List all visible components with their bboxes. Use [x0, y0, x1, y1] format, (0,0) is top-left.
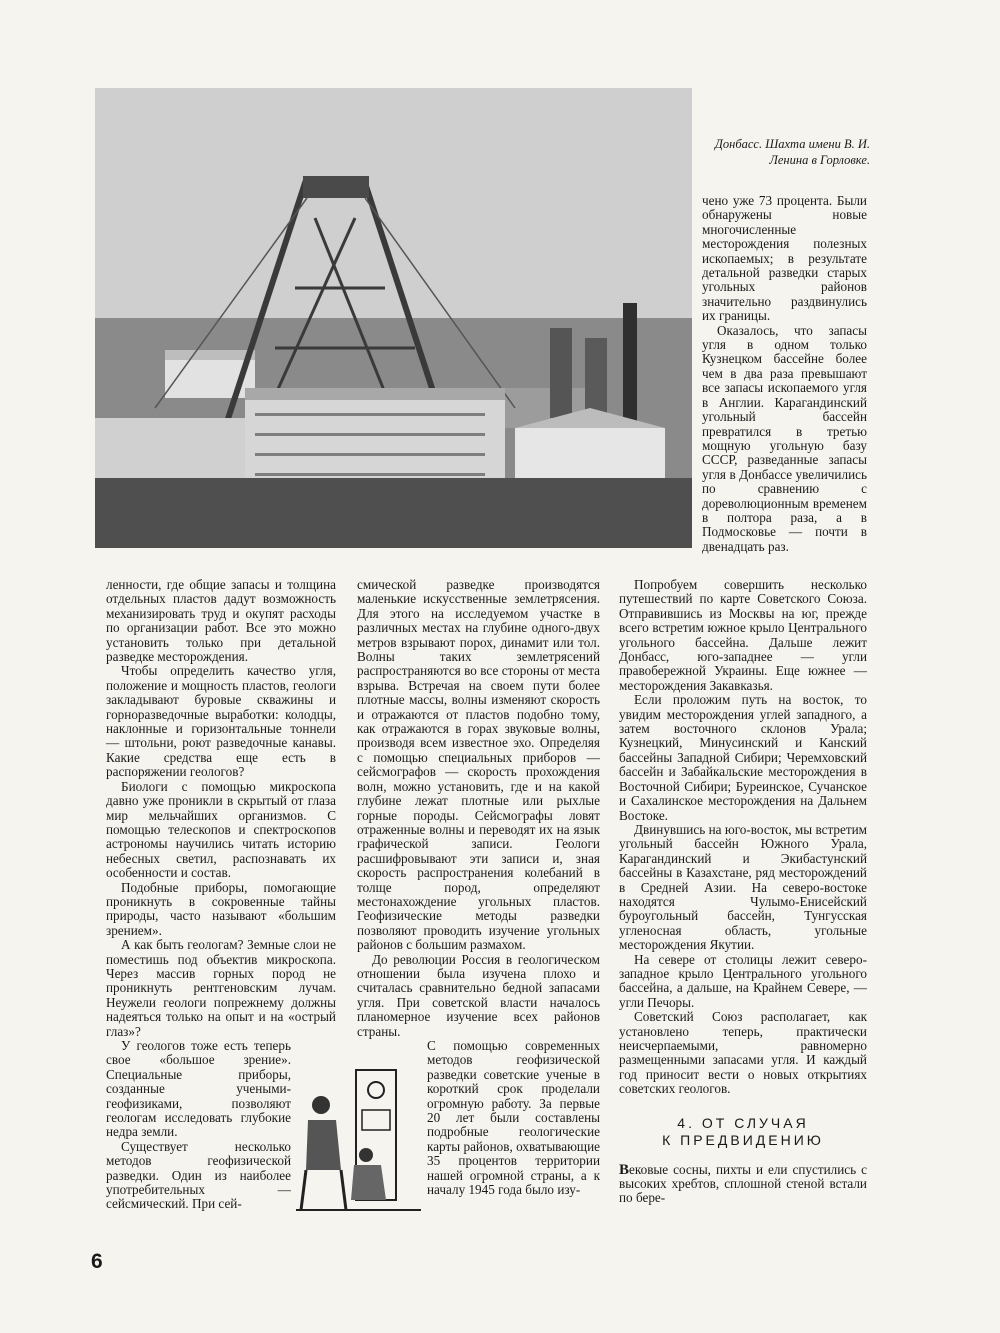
paragraph: Советский Союз располагает, как установлено теперь, практически неисчерпаемыми, равномерно размещенными запасами угля. И каждый год приносит вести о новых открытиях советских геологов. [619, 1009, 867, 1097]
paragraph: На севере от столицы лежит северо-западное крыло Центрального угольного бассейна, а дальше, на Крайнем Севере, — угли Печоры. [619, 951, 867, 1010]
photo-caption: Донбасс. Шахта имени В. И. Ленина в Горловке. [714, 137, 870, 167]
paragraph: чено уже 73 процента. Были обнаружены новые многочисленные месторождения полезных ископаемых; в результате детальной разведки старых угольных районов значительно раздвинулись их границы. [702, 193, 867, 324]
mine-photo [95, 88, 692, 548]
paragraph: Чтобы определить качество угля, положение и мощность пластов, геологи закладывают буровые скважины и горноразведочные выработки: колодцы, наклонные и горизонтальные тоннели — штольни, роют разведочные канавы. Какие средства еще есть в распоряжении геологов? [106, 663, 336, 780]
paragraph-text: ековые сосны, пихты и ели спустились с высоких хребтов, сплошной стеной встали по бере- [619, 1161, 867, 1206]
right-column-top [702, 194, 867, 554]
paragraph: У геологов тоже есть теперь свое «большое зрение». Специальные приборы, созданные учеными-геофизиками, позволяют геологам исследовать глубокие недра земли. [106, 1038, 291, 1140]
section-heading [619, 1115, 867, 1149]
page-number: 6 [91, 1250, 103, 1273]
geologists-at-instrument-icon [296, 1060, 421, 1215]
paragraph [619, 1163, 867, 1206]
section-title-line-1: 4. ОТ СЛУЧАЯ [677, 1114, 809, 1131]
paragraph: Биологи с помощью микроскопа давно уже проникли в скрытый от глаза мир мельчайших организмов. С помощью телескопов и спектроскопов астрономы научились читать историю небесных светил, распознавать их особенности и состав. [106, 778, 336, 881]
dropcap: В [619, 1161, 630, 1178]
mine-headframe-illustration [95, 88, 692, 548]
column-3 [619, 578, 867, 1206]
paragraph: Если проложим путь на восток, то увидим месторождения углей западного, а затем восточного склонов Урала; Кузнецкий, Минусинский и Канский бассейны Западной Сибири; Черемховский бассейн и Забайкальские месторождения в Восточной Сибири; Буреинское, Сучанское и Сахалинское месторождения на Дальнем Востоке. [619, 692, 867, 823]
paragraph: Существует несколько методов геофизической разведки. Один из наиболее употребительных — сейсмический. При сей- [106, 1138, 291, 1212]
paragraph: Оказалось, что запасы угля в одном только Кузнецком бассейне более чем в два раза превышают все запасы ископаемого угля в Англии. Карагандинский угольный бассейн превратился в третью мощную угольную базу СССР, разведанные запасы угля в Донбассе увеличились по сравнению с дореволюционным временем в полтора раза, а в Подмосковье — почти в двенадцать раз. [702, 322, 867, 554]
geologist-sketch [296, 1060, 421, 1215]
paragraph: Двинувшись на юго-восток, мы встретим угольный бассейн Южного Урала, Карагандинский и Экибастунский бассейны в Казахстане, ряд месторождений в Средней Азии. На северо-востоке находятся Чулымо-Енисейский буроугольный бассейн, Тунгусская угленосная область, угольные месторождения Якутии. [619, 821, 867, 953]
paragraph: Попробуем совершить несколько путешествий по карте Советского Союза. Отправившись из Москвы на юг, прежде всего встретим южное крыло Центрального угольного бассейна. Дальше лежит Донбасс, юго-западнее — угли правобережной Украины. Еще южнее — месторождения Закавказья. [619, 577, 867, 693]
paragraph: Подобные приборы, помогающие проникнуть в сокровенные тайны природы, часто называют «большим зрением». [106, 879, 336, 938]
section-title-line-2: К ПРЕДВИДЕНИЮ [662, 1131, 824, 1148]
paragraph: смической разведке производятся маленькие искусственные землетрясения. Для этого на исследуемом участке в различных местах на глубине одного-двух метров взрывают порох, динамит или тол. Волны таких землетрясений распространяются во все стороны от места взрыва. Встречая на своем пути более плотные массы, волны изменяют скорость и отражаются от пластов подобно тому, как отражаются в горах звуковые волны, производя всем известное эхо. Определяя с помощью специальных приборов — сейсмографов — скорость прохождения волн, можно установить, где и на какой глубине лежат плотные или рыхлые горные породы. Сейсмографы ловят отраженные волны и переводят их на язык графической записи. Геологи расшифровывают эти записи и, зная скорость распространения колебаний в толще пород, определяют местонахождение угольных пластов. Геофизические методы разведки позволяют проводить изучение угольных районов с большим размахом. [357, 577, 600, 953]
paragraph: С помощью современных методов геофизической разведки советские ученые в короткий срок проделали огромную работу. За первые 20 лет были составлены подробные геологические карты районов, охватывающие 35 процентов территории нашей огромной страны, а к началу 1945 года было изу- [427, 1038, 600, 1198]
paragraph: До революции Россия в геологическом отношении была изучена плохо и считалась сравнительно бедной запасами угля. При советской власти началось планомерное изучение всех районов страны. [357, 951, 600, 1039]
paragraph: ленности, где общие запасы и толщина отдельных пластов дадут возможность механизировать труд и окупят расходы по организации работ. Все это можно установить только при детальной разведке месторождения. [106, 577, 336, 665]
paragraph: А как быть геологам? Земные слои не поместишь под объектив микроскопа. Через массив горных пород не проникнуть рентгеновским лучам. Неужели геологи попрежнему должны надеяться только на опыт и на «острый глаз»? [106, 937, 336, 1039]
